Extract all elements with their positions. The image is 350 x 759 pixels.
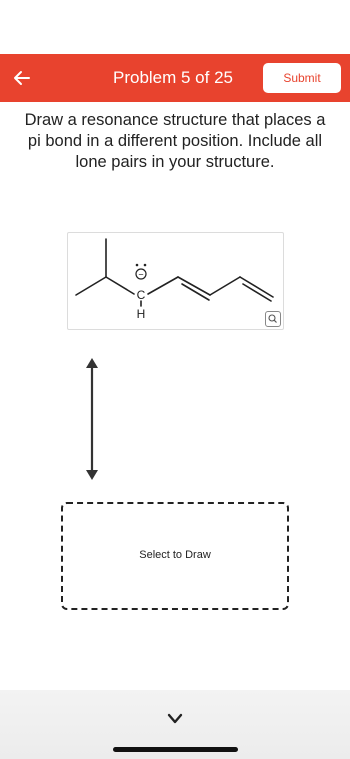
zoom-button[interactable]	[265, 311, 281, 327]
submit-button[interactable]: Submit	[263, 63, 341, 93]
charge-label: −	[138, 269, 144, 280]
molecule-structure	[67, 232, 284, 330]
instructions-text: Draw a resonance structure that places a pi bond in a different position. Include all lone pairs in your structure.	[24, 111, 326, 171]
molecule-drawing	[68, 233, 283, 329]
carbon-label: C	[136, 288, 146, 302]
magnifier-icon	[266, 312, 280, 326]
top-bar	[0, 54, 350, 102]
home-indicator	[113, 747, 238, 752]
select-to-draw-label: Select to Draw	[139, 549, 211, 561]
drawing-canvas[interactable]	[61, 502, 289, 610]
bottom-bar	[0, 690, 350, 759]
lone-pair-dot	[136, 264, 139, 267]
hydrogen-label: H	[136, 307, 146, 321]
chevron-down-icon[interactable]	[166, 712, 184, 726]
lone-pair-dot	[144, 264, 147, 267]
page-title: Problem 5 of 25	[112, 68, 233, 87]
resonance-arrow-icon	[80, 356, 104, 482]
